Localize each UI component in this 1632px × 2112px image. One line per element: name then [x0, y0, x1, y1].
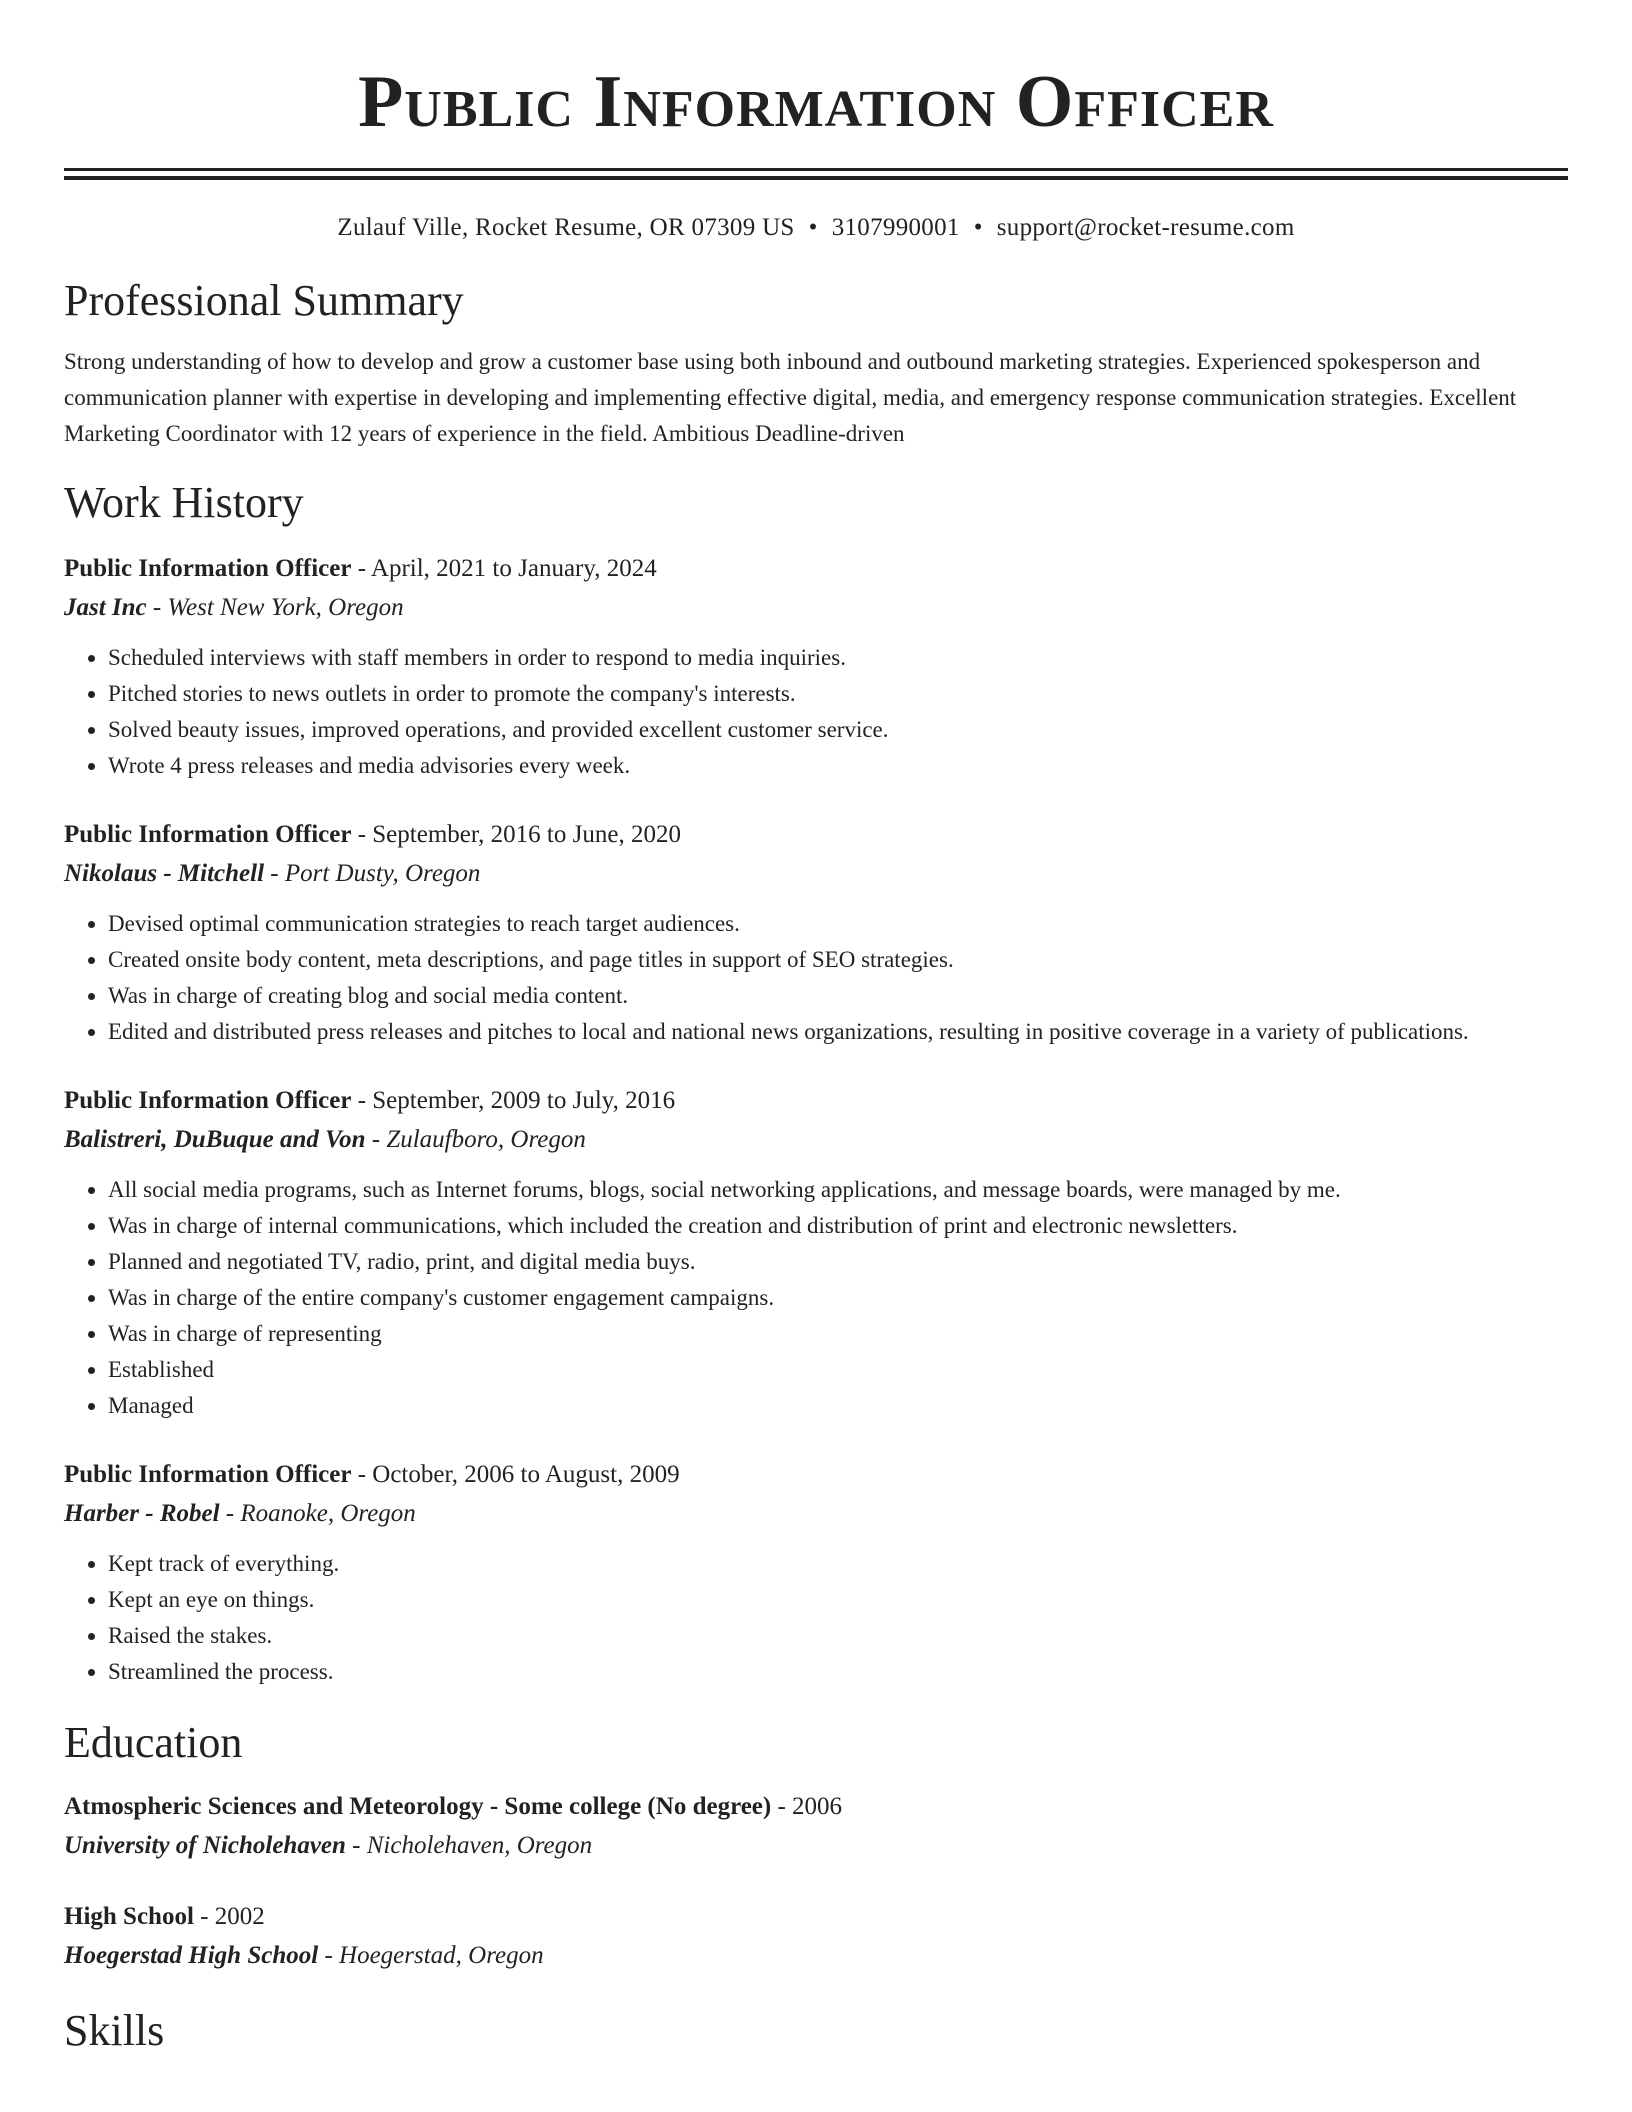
- job-bullet: • Planned and negotiated TV, radio, print, and digital media buys.: [108, 1244, 1568, 1280]
- job-location: - Zulaufboro, Oregon: [365, 1126, 586, 1153]
- job-bullet: • Kept track of everything.: [108, 1546, 1568, 1582]
- job-bullet: • Pitched stories to news outlets in order to promote the company's interests.: [108, 676, 1568, 712]
- education-school: Hoegerstad High School: [64, 1942, 319, 1969]
- job-bullet: • Created onsite body content, meta descriptions, and page titles in support of SEO strategies.: [108, 942, 1568, 978]
- education-year: - 2006: [771, 1793, 843, 1820]
- job-bullet: • Was in charge of internal communications, which included the creation and distribution of print and electronic newsletters.: [108, 1208, 1568, 1244]
- job-title-line: [64, 1082, 1568, 1120]
- job-company-line: [64, 1120, 1568, 1160]
- job-entry: [64, 1456, 1568, 1690]
- job-bullets: [64, 1546, 1568, 1690]
- job-bullets: [64, 1172, 1568, 1424]
- job-role: Public Information Officer: [64, 821, 352, 848]
- job-bullets: [64, 640, 1568, 784]
- job-dates: - October, 2006 to August, 2009: [351, 1461, 680, 1488]
- education-degree-line: [64, 1898, 1568, 1936]
- job-company: Nikolaus - Mitchell: [64, 860, 265, 887]
- education-heading: Education: [64, 1718, 243, 1767]
- job-role: Public Information Officer: [64, 1087, 352, 1114]
- education-year: - 2002: [193, 1903, 265, 1930]
- job-entry: [64, 550, 1568, 784]
- contact-phone: 3107990001: [831, 214, 960, 241]
- job-bullet: • Managed: [108, 1388, 1568, 1424]
- contact-line: [64, 210, 1568, 246]
- job-location: - West New York, Oregon: [146, 594, 404, 621]
- education-school: University of Nicholehaven: [64, 1832, 346, 1859]
- contact-email: support@rocket-resume.com: [996, 214, 1295, 241]
- contact-separator: •: [808, 214, 818, 241]
- job-role: Public Information Officer: [64, 1461, 352, 1488]
- job-bullet: • Was in charge of representing: [108, 1316, 1568, 1352]
- job-company: Jast Inc: [64, 594, 147, 621]
- skills-heading: Skills: [64, 2006, 165, 2055]
- summary-heading: Professional Summary: [64, 276, 464, 325]
- education-degree-line: [64, 1788, 1568, 1826]
- education-entry: [64, 1788, 1568, 1866]
- job-dates: - September, 2016 to June, 2020: [351, 821, 681, 848]
- job-dates: - April, 2021 to January, 2024: [351, 555, 657, 582]
- job-bullet: • Raised the stakes.: [108, 1618, 1568, 1654]
- job-location: - Roanoke, Oregon: [219, 1500, 416, 1527]
- job-bullet: • All social media programs, such as Internet forums, blogs, social networking applications, and message boards, were managed by me.: [108, 1172, 1568, 1208]
- job-bullet: • Edited and distributed press releases and pitches to local and national news organizations, resulting in positive coverage in a variety of publications.: [108, 1014, 1568, 1050]
- job-entry: [64, 1082, 1568, 1424]
- job-bullet: • Streamlined the process.: [108, 1654, 1568, 1690]
- job-title-line: [64, 1456, 1568, 1494]
- job-title-line: [64, 550, 1568, 588]
- job-bullet: • Was in charge of creating blog and social media content.: [108, 978, 1568, 1014]
- job-bullet: • Wrote 4 press releases and media advisories every week.: [108, 748, 1568, 784]
- header-divider: [64, 168, 1568, 180]
- job-bullet: • Scheduled interviews with staff members in order to respond to media inquiries.: [108, 640, 1568, 676]
- job-bullets: [64, 906, 1568, 1050]
- education-location: - Nicholehaven, Oregon: [345, 1832, 593, 1859]
- education-school-line: [64, 1936, 1568, 1976]
- resume-name: Public Information Officer: [358, 61, 1274, 143]
- education-entry: [64, 1898, 1568, 1976]
- job-bullet: • Established: [108, 1352, 1568, 1388]
- work-history-heading: Work History: [64, 478, 304, 527]
- job-company-line: [64, 1494, 1568, 1534]
- summary-text: Strong understanding of how to develop and grow a customer base using both inbound and outbound marketing strategies. Experienced spokesperson and communication planner with expertise in developing and implementing effective digital, media, and emergency response communication strategies. Excellent Marketing Coordinator with 12 years of experience in the field. Ambitious Deadline-driven: [64, 349, 1517, 446]
- job-bullet: • Devised optimal communication strategies to reach target audiences.: [108, 906, 1568, 942]
- job-bullet: • Solved beauty issues, improved operations, and provided excellent customer service.: [108, 712, 1568, 748]
- job-title-line: [64, 816, 1568, 854]
- education-degree: High School: [64, 1903, 194, 1930]
- job-company-line: [64, 854, 1568, 894]
- job-company-line: [64, 588, 1568, 628]
- contact-address: Zulauf Ville, Rocket Resume, OR 07309 US: [337, 214, 795, 241]
- job-company: Harber - Robel: [64, 1500, 220, 1527]
- resume-page: [64, 0, 1568, 2058]
- job-company: Balistreri, DuBuque and Von: [64, 1126, 366, 1153]
- education-location: - Hoegerstad, Oregon: [318, 1942, 544, 1969]
- job-dates: - September, 2009 to July, 2016: [351, 1087, 676, 1114]
- job-bullet: • Kept an eye on things.: [108, 1582, 1568, 1618]
- job-bullet: • Was in charge of the entire company's customer engagement campaigns.: [108, 1280, 1568, 1316]
- job-role: Public Information Officer: [64, 555, 352, 582]
- education-degree: Atmospheric Sciences and Meteorology - Some college (No degree): [64, 1793, 772, 1820]
- job-location: - Port Dusty, Oregon: [264, 860, 481, 887]
- education-school-line: [64, 1826, 1568, 1866]
- job-entry: [64, 816, 1568, 1050]
- contact-separator: •: [973, 214, 983, 241]
